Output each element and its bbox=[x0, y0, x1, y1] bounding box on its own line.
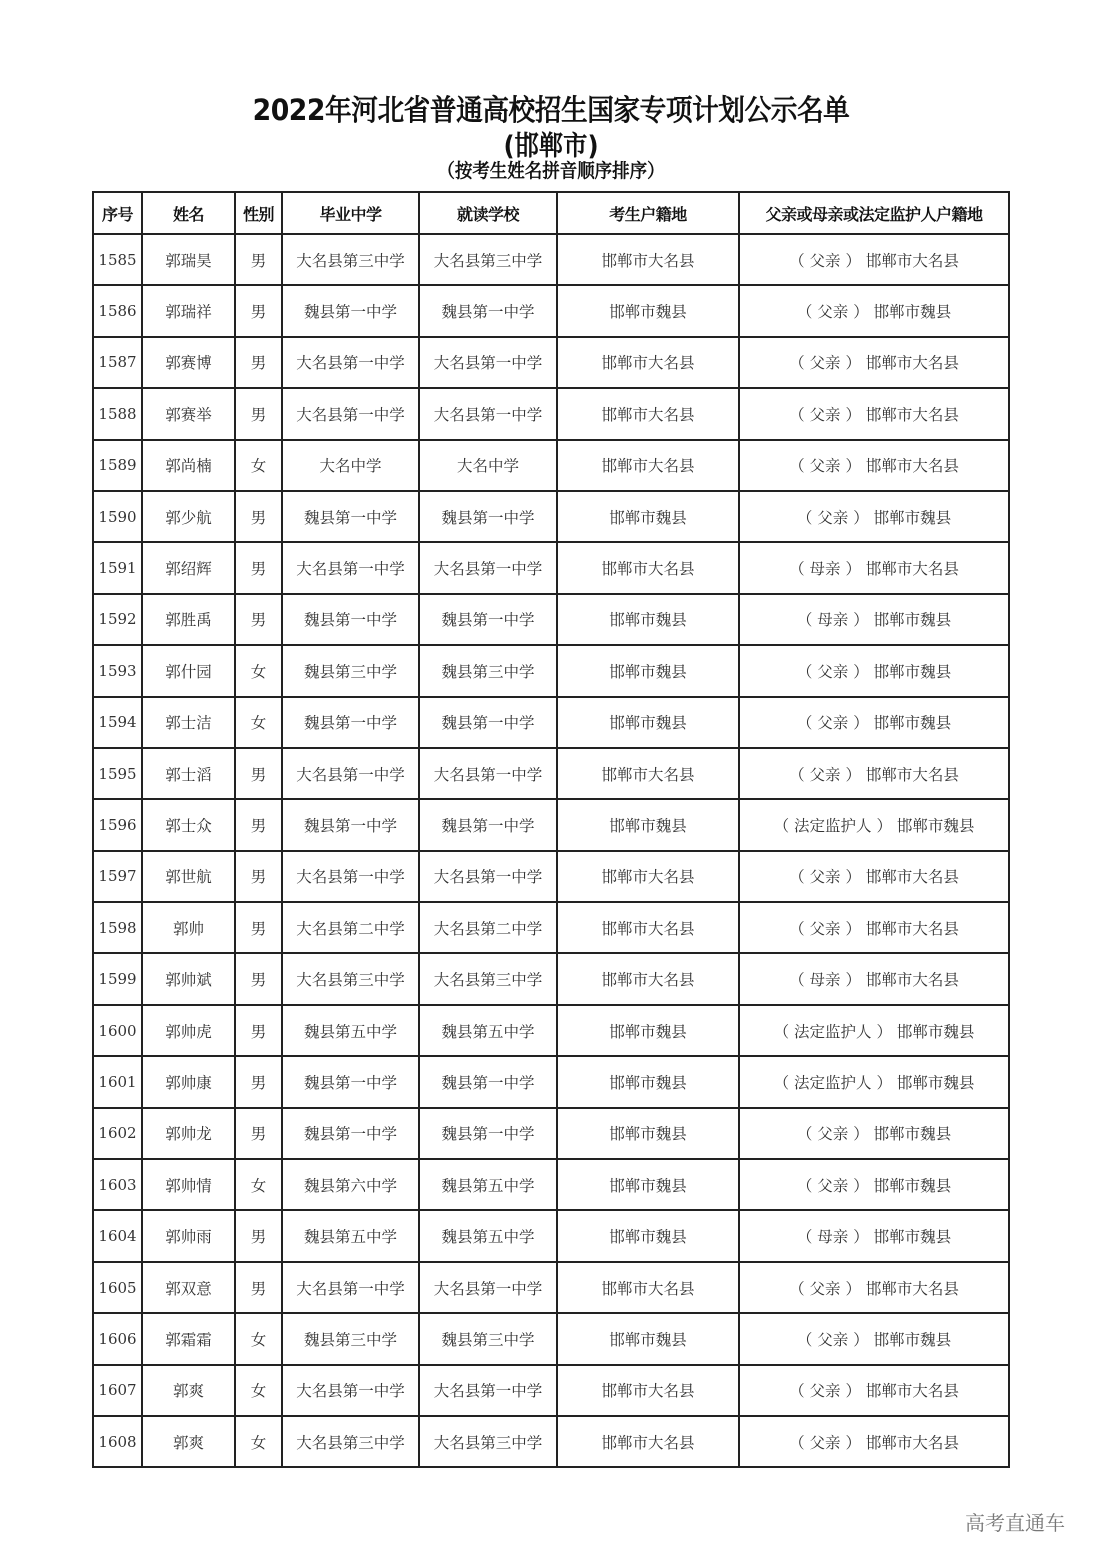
cell-student-residence: 邯郸市大名县 bbox=[557, 1365, 739, 1416]
cell-guardian-residence: （ 父亲 ） 邯郸市大名县 bbox=[739, 440, 1009, 491]
cell-guardian-residence: （ 法定监护人 ） 邯郸市魏县 bbox=[739, 799, 1009, 850]
table-row bbox=[93, 440, 1009, 491]
cell-gender: 男 bbox=[235, 902, 282, 953]
cell-current-school: 大名县第一中学 bbox=[419, 542, 557, 593]
cell-graduation-school: 魏县第一中学 bbox=[282, 594, 419, 645]
cell-student-residence: 邯郸市魏县 bbox=[557, 491, 739, 542]
table-row bbox=[93, 542, 1009, 593]
table-row bbox=[93, 1210, 1009, 1261]
cell-guardian-residence: （ 父亲 ） 邯郸市魏县 bbox=[739, 1159, 1009, 1210]
cell-current-school: 魏县第一中学 bbox=[419, 697, 557, 748]
cell-guardian-residence: （ 父亲 ） 邯郸市大名县 bbox=[739, 1262, 1009, 1313]
cell-gender: 男 bbox=[235, 234, 282, 285]
cell-guardian-residence: （ 母亲 ） 邯郸市大名县 bbox=[739, 542, 1009, 593]
table-row bbox=[93, 1365, 1009, 1416]
table-row bbox=[93, 491, 1009, 542]
cell-current-school: 大名县第三中学 bbox=[419, 1416, 557, 1467]
cell-student-residence: 邯郸市大名县 bbox=[557, 337, 739, 388]
cell-name: 郭瑞祥 bbox=[142, 285, 235, 336]
cell-seq: 1605 bbox=[93, 1262, 142, 1313]
cell-student-residence: 邯郸市魏县 bbox=[557, 1210, 739, 1261]
cell-name: 郭帅虎 bbox=[142, 1005, 235, 1056]
cell-seq: 1603 bbox=[93, 1159, 142, 1210]
cell-student-residence: 邯郸市大名县 bbox=[557, 440, 739, 491]
cell-current-school: 大名县第二中学 bbox=[419, 902, 557, 953]
cell-name: 郭绍辉 bbox=[142, 542, 235, 593]
cell-name: 郭赛举 bbox=[142, 388, 235, 439]
cell-student-residence: 邯郸市大名县 bbox=[557, 851, 739, 902]
cell-current-school: 大名县第一中学 bbox=[419, 388, 557, 439]
cell-student-residence: 邯郸市魏县 bbox=[557, 1313, 739, 1364]
cell-seq: 1604 bbox=[93, 1210, 142, 1261]
cell-guardian-residence: （ 法定监护人 ） 邯郸市魏县 bbox=[739, 1056, 1009, 1107]
cell-graduation-school: 魏县第一中学 bbox=[282, 1056, 419, 1107]
cell-seq: 1586 bbox=[93, 285, 142, 336]
cell-graduation-school: 大名县第一中学 bbox=[282, 1365, 419, 1416]
cell-current-school: 魏县第一中学 bbox=[419, 799, 557, 850]
cell-seq: 1585 bbox=[93, 234, 142, 285]
cell-gender: 女 bbox=[235, 697, 282, 748]
cell-student-residence: 邯郸市魏县 bbox=[557, 799, 739, 850]
cell-current-school: 大名县第三中学 bbox=[419, 234, 557, 285]
cell-guardian-residence: （ 父亲 ） 邯郸市大名县 bbox=[739, 1365, 1009, 1416]
cell-name: 郭尚楠 bbox=[142, 440, 235, 491]
cell-guardian-residence: （ 父亲 ） 邯郸市大名县 bbox=[739, 388, 1009, 439]
cell-seq: 1608 bbox=[93, 1416, 142, 1467]
cell-name: 郭世航 bbox=[142, 851, 235, 902]
table-row bbox=[93, 697, 1009, 748]
cell-graduation-school: 大名县第一中学 bbox=[282, 542, 419, 593]
cell-current-school: 大名县第一中学 bbox=[419, 748, 557, 799]
header-graduation-school: 毕业中学 bbox=[282, 192, 419, 234]
cell-guardian-residence: （ 父亲 ） 邯郸市魏县 bbox=[739, 1313, 1009, 1364]
cell-graduation-school: 魏县第五中学 bbox=[282, 1210, 419, 1261]
cell-seq: 1598 bbox=[93, 902, 142, 953]
cell-seq: 1591 bbox=[93, 542, 142, 593]
table-row bbox=[93, 1056, 1009, 1107]
header-student-residence: 考生户籍地 bbox=[557, 192, 739, 234]
cell-name: 郭爽 bbox=[142, 1416, 235, 1467]
cell-current-school: 魏县第三中学 bbox=[419, 645, 557, 696]
cell-graduation-school: 大名县第三中学 bbox=[282, 234, 419, 285]
cell-graduation-school: 魏县第五中学 bbox=[282, 1005, 419, 1056]
cell-graduation-school: 魏县第一中学 bbox=[282, 697, 419, 748]
cell-gender: 女 bbox=[235, 1416, 282, 1467]
cell-guardian-residence: （ 父亲 ） 邯郸市大名县 bbox=[739, 851, 1009, 902]
cell-student-residence: 邯郸市魏县 bbox=[557, 645, 739, 696]
cell-gender: 男 bbox=[235, 594, 282, 645]
table-row bbox=[93, 1159, 1009, 1210]
cell-name: 郭士洁 bbox=[142, 697, 235, 748]
cell-guardian-residence: （ 父亲 ） 邯郸市魏县 bbox=[739, 697, 1009, 748]
cell-name: 郭帅龙 bbox=[142, 1108, 235, 1159]
cell-graduation-school: 魏县第一中学 bbox=[282, 285, 419, 336]
cell-current-school: 魏县第三中学 bbox=[419, 1313, 557, 1364]
cell-student-residence: 邯郸市大名县 bbox=[557, 953, 739, 1004]
header-gender: 性别 bbox=[235, 192, 282, 234]
table-body bbox=[93, 234, 1009, 1467]
table-row bbox=[93, 799, 1009, 850]
table-row bbox=[93, 851, 1009, 902]
cell-gender: 男 bbox=[235, 851, 282, 902]
cell-name: 郭什园 bbox=[142, 645, 235, 696]
cell-seq: 1595 bbox=[93, 748, 142, 799]
cell-gender: 女 bbox=[235, 645, 282, 696]
table-header-row bbox=[93, 192, 1009, 234]
cell-seq: 1590 bbox=[93, 491, 142, 542]
cell-guardian-residence: （ 母亲 ） 邯郸市魏县 bbox=[739, 594, 1009, 645]
cell-current-school: 大名县第一中学 bbox=[419, 1365, 557, 1416]
cell-gender: 男 bbox=[235, 799, 282, 850]
cell-seq: 1588 bbox=[93, 388, 142, 439]
cell-student-residence: 邯郸市大名县 bbox=[557, 1262, 739, 1313]
cell-student-residence: 邯郸市魏县 bbox=[557, 285, 739, 336]
cell-seq: 1599 bbox=[93, 953, 142, 1004]
cell-name: 郭胜禹 bbox=[142, 594, 235, 645]
table-row bbox=[93, 388, 1009, 439]
cell-name: 郭帅雨 bbox=[142, 1210, 235, 1261]
cell-gender: 男 bbox=[235, 1108, 282, 1159]
table-row bbox=[93, 953, 1009, 1004]
cell-graduation-school: 大名县第一中学 bbox=[282, 388, 419, 439]
cell-student-residence: 邯郸市大名县 bbox=[557, 542, 739, 593]
table-row bbox=[93, 1108, 1009, 1159]
table-row bbox=[93, 285, 1009, 336]
table-row bbox=[93, 1262, 1009, 1313]
cell-graduation-school: 大名县第一中学 bbox=[282, 851, 419, 902]
cell-seq: 1607 bbox=[93, 1365, 142, 1416]
cell-gender: 男 bbox=[235, 388, 282, 439]
cell-name: 郭帅 bbox=[142, 902, 235, 953]
table-row bbox=[93, 1313, 1009, 1364]
cell-graduation-school: 魏县第一中学 bbox=[282, 799, 419, 850]
cell-name: 郭赛博 bbox=[142, 337, 235, 388]
cell-seq: 1592 bbox=[93, 594, 142, 645]
cell-current-school: 大名县第一中学 bbox=[419, 1262, 557, 1313]
cell-gender: 女 bbox=[235, 440, 282, 491]
cell-name: 郭帅康 bbox=[142, 1056, 235, 1107]
cell-graduation-school: 大名县第三中学 bbox=[282, 953, 419, 1004]
roster-table bbox=[92, 191, 1010, 1468]
cell-current-school: 大名县第一中学 bbox=[419, 851, 557, 902]
cell-seq: 1593 bbox=[93, 645, 142, 696]
cell-current-school: 魏县第五中学 bbox=[419, 1210, 557, 1261]
sort-note: （按考生姓名拼音顺序排序） bbox=[437, 160, 665, 182]
cell-student-residence: 邯郸市大名县 bbox=[557, 234, 739, 285]
cell-graduation-school: 大名县第三中学 bbox=[282, 1416, 419, 1467]
cell-guardian-residence: （ 父亲 ） 邯郸市大名县 bbox=[739, 234, 1009, 285]
table-row bbox=[93, 1416, 1009, 1467]
cell-graduation-school: 大名县第一中学 bbox=[282, 748, 419, 799]
cell-gender: 男 bbox=[235, 542, 282, 593]
cell-graduation-school: 大名县第一中学 bbox=[282, 337, 419, 388]
document-title: 2022年河北省普通高校招生国家专项计划公示名单 bbox=[252, 93, 850, 127]
cell-seq: 1606 bbox=[93, 1313, 142, 1364]
cell-graduation-school: 魏县第三中学 bbox=[282, 1313, 419, 1364]
cell-guardian-residence: （ 法定监护人 ） 邯郸市魏县 bbox=[739, 1005, 1009, 1056]
cell-gender: 女 bbox=[235, 1313, 282, 1364]
cell-current-school: 魏县第五中学 bbox=[419, 1159, 557, 1210]
cell-student-residence: 邯郸市魏县 bbox=[557, 697, 739, 748]
cell-name: 郭帅情 bbox=[142, 1159, 235, 1210]
cell-student-residence: 邯郸市魏县 bbox=[557, 1108, 739, 1159]
cell-current-school: 大名中学 bbox=[419, 440, 557, 491]
cell-current-school: 魏县第一中学 bbox=[419, 1108, 557, 1159]
cell-name: 郭双意 bbox=[142, 1262, 235, 1313]
table-row bbox=[93, 902, 1009, 953]
table-row bbox=[93, 337, 1009, 388]
cell-name: 郭霜霜 bbox=[142, 1313, 235, 1364]
cell-name: 郭士众 bbox=[142, 799, 235, 850]
cell-gender: 女 bbox=[235, 1159, 282, 1210]
cell-graduation-school: 大名中学 bbox=[282, 440, 419, 491]
table-row bbox=[93, 594, 1009, 645]
cell-current-school: 魏县第一中学 bbox=[419, 491, 557, 542]
cell-current-school: 魏县第一中学 bbox=[419, 594, 557, 645]
cell-current-school: 魏县第五中学 bbox=[419, 1005, 557, 1056]
cell-gender: 女 bbox=[235, 1365, 282, 1416]
cell-graduation-school: 大名县第二中学 bbox=[282, 902, 419, 953]
cell-guardian-residence: （ 母亲 ） 邯郸市大名县 bbox=[739, 953, 1009, 1004]
cell-student-residence: 邯郸市大名县 bbox=[557, 902, 739, 953]
cell-graduation-school: 魏县第一中学 bbox=[282, 491, 419, 542]
cell-gender: 男 bbox=[235, 1262, 282, 1313]
header-current-school: 就读学校 bbox=[419, 192, 557, 234]
cell-guardian-residence: （ 母亲 ） 邯郸市魏县 bbox=[739, 1210, 1009, 1261]
cell-student-residence: 邯郸市大名县 bbox=[557, 1416, 739, 1467]
header-name: 姓名 bbox=[142, 192, 235, 234]
cell-guardian-residence: （ 父亲 ） 邯郸市魏县 bbox=[739, 285, 1009, 336]
cell-student-residence: 邯郸市魏县 bbox=[557, 1005, 739, 1056]
cell-seq: 1589 bbox=[93, 440, 142, 491]
cell-seq: 1587 bbox=[93, 337, 142, 388]
cell-gender: 男 bbox=[235, 491, 282, 542]
table-row bbox=[93, 645, 1009, 696]
cell-seq: 1602 bbox=[93, 1108, 142, 1159]
cell-guardian-residence: （ 父亲 ） 邯郸市大名县 bbox=[739, 902, 1009, 953]
cell-gender: 男 bbox=[235, 337, 282, 388]
cell-seq: 1600 bbox=[93, 1005, 142, 1056]
cell-student-residence: 邯郸市大名县 bbox=[557, 748, 739, 799]
cell-guardian-residence: （ 父亲 ） 邯郸市大名县 bbox=[739, 1416, 1009, 1467]
cell-seq: 1597 bbox=[93, 851, 142, 902]
table-row bbox=[93, 1005, 1009, 1056]
cell-graduation-school: 魏县第三中学 bbox=[282, 645, 419, 696]
cell-seq: 1594 bbox=[93, 697, 142, 748]
cell-current-school: 魏县第一中学 bbox=[419, 285, 557, 336]
cell-guardian-residence: （ 父亲 ） 邯郸市魏县 bbox=[739, 645, 1009, 696]
cell-gender: 男 bbox=[235, 285, 282, 336]
cell-guardian-residence: （ 父亲 ） 邯郸市魏县 bbox=[739, 1108, 1009, 1159]
cell-current-school: 大名县第一中学 bbox=[419, 337, 557, 388]
table-row bbox=[93, 234, 1009, 285]
header-seq: 序号 bbox=[93, 192, 142, 234]
cell-graduation-school: 大名县第一中学 bbox=[282, 1262, 419, 1313]
cell-current-school: 大名县第三中学 bbox=[419, 953, 557, 1004]
cell-name: 郭瑞昊 bbox=[142, 234, 235, 285]
cell-name: 郭少航 bbox=[142, 491, 235, 542]
cell-student-residence: 邯郸市魏县 bbox=[557, 594, 739, 645]
cell-name: 郭士滔 bbox=[142, 748, 235, 799]
cell-student-residence: 邯郸市魏县 bbox=[557, 1056, 739, 1107]
cell-name: 郭帅斌 bbox=[142, 953, 235, 1004]
cell-graduation-school: 魏县第六中学 bbox=[282, 1159, 419, 1210]
cell-guardian-residence: （ 父亲 ） 邯郸市魏县 bbox=[739, 491, 1009, 542]
cell-gender: 男 bbox=[235, 1210, 282, 1261]
table-row bbox=[93, 748, 1009, 799]
cell-gender: 男 bbox=[235, 1056, 282, 1107]
cell-graduation-school: 魏县第一中学 bbox=[282, 1108, 419, 1159]
header-guardian-residence: 父亲或母亲或法定监护人户籍地 bbox=[739, 192, 1009, 234]
cell-guardian-residence: （ 父亲 ） 邯郸市大名县 bbox=[739, 748, 1009, 799]
cell-gender: 男 bbox=[235, 1005, 282, 1056]
cell-student-residence: 邯郸市大名县 bbox=[557, 388, 739, 439]
cell-current-school: 魏县第一中学 bbox=[419, 1056, 557, 1107]
cell-name: 郭爽 bbox=[142, 1365, 235, 1416]
cell-student-residence: 邯郸市魏县 bbox=[557, 1159, 739, 1210]
cell-gender: 男 bbox=[235, 748, 282, 799]
cell-gender: 男 bbox=[235, 953, 282, 1004]
cell-seq: 1601 bbox=[93, 1056, 142, 1107]
cell-seq: 1596 bbox=[93, 799, 142, 850]
document-subtitle: (邯郸市) bbox=[503, 131, 599, 162]
cell-guardian-residence: （ 父亲 ） 邯郸市大名县 bbox=[739, 337, 1009, 388]
watermark: 高考直通车 bbox=[965, 1511, 1065, 1535]
